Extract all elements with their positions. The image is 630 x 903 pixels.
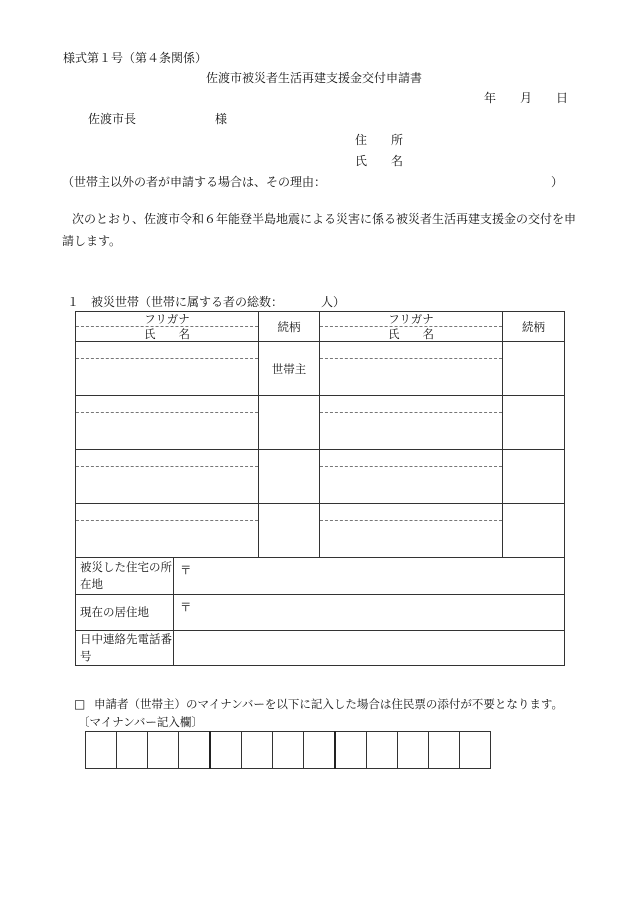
header-furigana: フリガナ (320, 312, 502, 327)
mynumber-digit[interactable] (460, 732, 491, 769)
name-label: 氏 名 (355, 154, 404, 168)
relation-cell[interactable] (259, 504, 320, 558)
form-title: 佐渡市被災者生活再建支援金交付申請書 (206, 71, 423, 85)
mynumber-notice: 申請者（世帯主）のマイナンバーを以下に記入した場合は住民票の添付が不要となります。 (94, 697, 563, 711)
damaged-address-input[interactable] (174, 558, 565, 595)
header-name-left (76, 312, 259, 342)
reason-close: ） (551, 175, 564, 189)
mynumber-digit[interactable] (304, 732, 336, 769)
address-label: 住 所 (355, 133, 404, 147)
member-name-cell[interactable] (320, 504, 503, 558)
body-text-line1: 次のとおり、佐渡市令和６年能登半島地震による災害に係る被災者生活再建支援金の交付を申 (72, 212, 577, 226)
phone-label: 日中連絡先電話番号 (76, 631, 174, 666)
relation-cell[interactable] (503, 450, 565, 504)
member-name-cell[interactable] (320, 396, 503, 450)
damaged-address-row (76, 558, 565, 595)
mynumber-digit[interactable] (398, 732, 429, 769)
reason-label: （世帯主以外の者が申請する場合は、その理由： (62, 175, 327, 189)
member-name-cell[interactable] (76, 504, 259, 558)
mynumber-digit[interactable] (429, 732, 460, 769)
member-name-cell[interactable] (76, 450, 259, 504)
member-name-cell[interactable] (320, 342, 503, 396)
mynumber-digit[interactable] (210, 732, 242, 769)
phone-row (76, 631, 565, 666)
postal-mark: 〒 (180, 563, 192, 577)
relation-cell[interactable] (259, 450, 320, 504)
member-row (76, 504, 565, 558)
postal-mark: 〒 (180, 600, 192, 614)
mynumber-digit[interactable] (335, 732, 367, 769)
relation-cell[interactable] (503, 342, 565, 396)
household-table (75, 311, 565, 666)
recipient-honorific: 様 (215, 112, 228, 126)
damaged-address-label: 被災した住宅の所在地 (76, 558, 174, 595)
table-header-row (76, 312, 565, 342)
mynumber-field-label: 〔マイナンバー記入欄〕 (78, 715, 203, 729)
header-name: 氏 名 (144, 327, 190, 341)
member-row (76, 450, 565, 504)
phone-input[interactable] (174, 631, 565, 666)
relation-cell[interactable] (259, 396, 320, 450)
relation-cell[interactable] (503, 504, 565, 558)
form-number: 様式第１号（第４条関係） (63, 51, 208, 65)
mynumber-digit[interactable] (242, 732, 273, 769)
mynumber-digit[interactable] (117, 732, 148, 769)
mynumber-digit[interactable] (179, 732, 211, 769)
mynumber-boxes (85, 731, 491, 769)
mynumber-checkbox[interactable]: □ (74, 697, 86, 711)
header-relation: 続柄 (259, 312, 320, 342)
header-name: 氏 名 (388, 327, 434, 341)
member-name-cell[interactable] (76, 396, 259, 450)
current-address-row (76, 595, 565, 631)
current-address-input[interactable] (174, 595, 565, 631)
current-address-label: 現在の居住地 (76, 595, 174, 631)
member-name-cell[interactable] (76, 342, 259, 396)
header-furigana: フリガナ (76, 312, 258, 327)
mynumber-digit[interactable] (148, 732, 179, 769)
mynumber-digit[interactable] (86, 732, 117, 769)
mynumber-digit[interactable] (367, 732, 398, 769)
member-row (76, 342, 565, 396)
section-heading-unit: 人） (321, 295, 346, 309)
header-relation: 続柄 (503, 312, 565, 342)
body-text-line2: 請します。 (62, 234, 122, 248)
recipient: 佐渡市長 (88, 112, 137, 126)
member-row (76, 396, 565, 450)
relation-cell[interactable] (503, 396, 565, 450)
header-name-right (320, 312, 503, 342)
section-heading: １ 被災世帯（世帯に属する者の総数： (67, 295, 284, 309)
date-field[interactable]: 年 月 日 (484, 91, 569, 105)
member-name-cell[interactable] (320, 450, 503, 504)
relation-head-cell: 世帯主 (259, 342, 320, 396)
mynumber-digit[interactable] (273, 732, 304, 769)
